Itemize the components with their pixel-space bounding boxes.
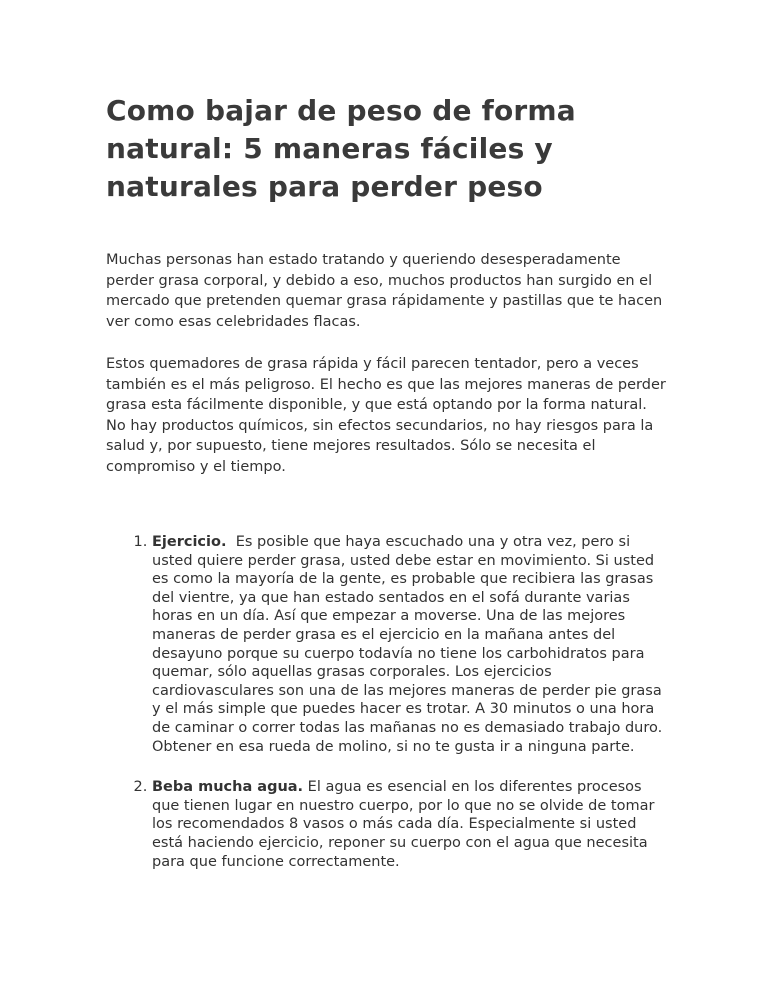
document-page <box>106 92 666 893</box>
second-paragraph: Estos quemadores de grasa rápida y fácil parecen tentador, pero a veces también es el más peligroso. El hecho es que las mejores maneras de perder grasa esta fácilmente disponible, y que está optando por la forma natural. No hay productos químicos, sin efectos secundarios, no hay riesgos para la salud y, por supuesto, tiene mejores resultados. Sólo se necesita el compromiso y el tiempo. <box>106 356 666 475</box>
document-title: Como bajar de peso de forma natural: 5 maneras fáciles y naturales para perder peso <box>106 94 576 203</box>
list-item-text: Es posible que haya escuchado una y otra vez, pero si usted quiere perder grasa, usted debe estar en movimiento. Si usted es como la mayoría de la gente, es probable que recibiera las grasas del vientre, ya que han estado sentados en el sofá durante varias horas en un día. Así que empezar a moverse. Una de las mejores maneras de perder grasa es el ejercicio en la mañana antes del desayuno porque su cuerpo todavía no tiene los carbohidratos para quemar, sólo aquellas grasas corporales. Los ejercicios cardiovasculares son una de las mejores maneras de perder pie grasa y el más simple que puedes hacer es trotar. A 30 minutos o una hora de caminar o correr todas las mañanas no es demasiado trabajo duro. Obtener en esa rueda de molino, si no te gusta ir a ninguna parte. <box>152 534 663 755</box>
list-item <box>152 533 666 756</box>
list-item-title: Beba mucha agua. <box>152 779 304 796</box>
list-item <box>152 778 666 871</box>
intro-paragraph: Muchas personas han estado tratando y queriendo desesperadamente perder grasa corporal, y debido a eso, muchos productos han surgido en el mercado que pretenden quemar grasa rápidamente y pastillas que te hacen ver como esas celebridades flacas. <box>106 252 663 330</box>
tips-list <box>106 533 666 871</box>
list-item-title: Ejercicio. <box>152 534 227 550</box>
list-item-text: El agua es esencial en los diferentes procesos que tienen lugar en nuestro cuerpo, por lo que no se olvide de tomar los recomendados 8 vasos o más cada día. Especialmente si usted está haciendo ejercicio, reponer su cuerpo con el agua que necesita para que funcione correctamente. <box>152 779 655 870</box>
